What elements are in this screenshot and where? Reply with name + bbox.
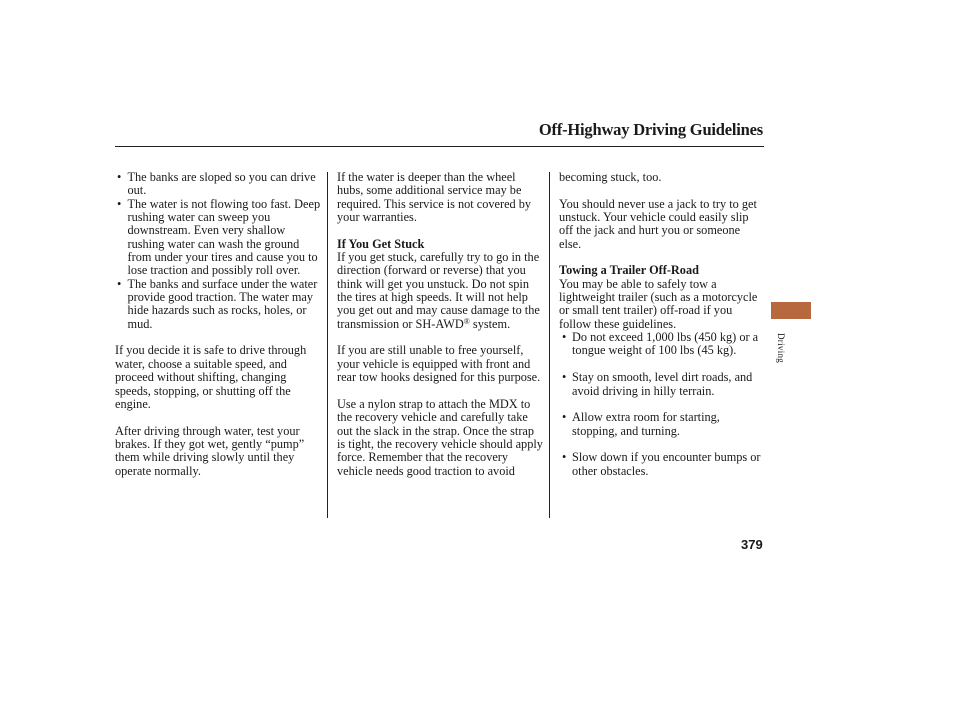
page-number: 379 bbox=[741, 537, 763, 552]
paragraph: You should never use a jack to try to get unstuck. Your vehicle could easily slip off the jack and hurt you or someone else. bbox=[559, 196, 757, 251]
column-1 bbox=[115, 171, 323, 478]
page-title: Off-Highway Driving Guidelines bbox=[538, 120, 763, 139]
list-item: • The banks and surface under the water provide good traction. The water may hide hazards such as rocks, holes, or mud. bbox=[115, 278, 323, 331]
water-crossing-list bbox=[115, 171, 323, 331]
list-item: • Do not exceed 1,000 lbs (450 kg) or a tongue weight of 100 lbs (45 kg). bbox=[559, 331, 764, 358]
list-item: • The water is not flowing too fast. Deep rushing water can sweep you downstream. Even very shallow rushing water can wash the ground from under your tires and cause you to lose traction and possibly roll over. bbox=[115, 198, 323, 278]
list-item: • Stay on smooth, level dirt roads, and avoid driving in hilly terrain. bbox=[559, 371, 764, 398]
paragraph: If the water is deeper than the wheel hubs, some additional service may be required. This service is not covered by your warranties. bbox=[337, 170, 532, 225]
paragraph bbox=[337, 251, 544, 331]
column-divider-1 bbox=[327, 172, 328, 518]
column-divider-2 bbox=[549, 172, 550, 518]
paragraph: If you decide it is safe to drive through water, choose a suitable speed, and proceed without shifting, changing speeds, stopping, or shutting off the engine. bbox=[115, 343, 307, 411]
paragraph: If you are still unable to free yourself, your vehicle is equipped with front and rear tow hooks designed for this purpose. bbox=[337, 343, 541, 385]
list-item: • Allow extra room for starting, stopping, and turning. bbox=[559, 411, 764, 438]
registered-mark: ® bbox=[463, 316, 470, 326]
paragraph: You may be able to safely tow a lightweight trailer (such as a motorcycle or small tent trailer) off-road if you follow these guidelines. bbox=[559, 276, 758, 331]
column-3 bbox=[559, 171, 764, 478]
title-rule bbox=[115, 146, 764, 147]
section-tab bbox=[771, 302, 811, 319]
section-heading: If You Get Stuck bbox=[337, 236, 425, 251]
paragraph: Use a nylon strap to attach the MDX to the recovery vehicle and carefully take out the slack in the strap. Once the strap is tight, the recovery vehicle should apply force. Remember that the recovery vehicle needs good traction to avoid bbox=[337, 396, 543, 478]
section-heading: Towing a Trailer Off-Road bbox=[559, 263, 699, 278]
paragraph-text: If you get stuck, carefully try to go in the direction (forward or reverse) that you think will get you unstuck. Do not spin the tires at high speeds. It will not help you get out and may cause damage to the transmission or SH-AWD bbox=[337, 250, 540, 331]
paragraph-text-end: system. bbox=[469, 316, 511, 331]
column-2 bbox=[337, 171, 544, 478]
list-item: • The banks are sloped so you can drive out. bbox=[115, 171, 323, 198]
towing-list bbox=[559, 331, 764, 478]
list-item: • Slow down if you encounter bumps or other obstacles. bbox=[559, 451, 764, 478]
section-label: Driving bbox=[776, 333, 786, 364]
paragraph: After driving through water, test your brakes. If they got wet, gently “pump” them while driving slowly until they operate normally. bbox=[115, 423, 305, 478]
paragraph: becoming stuck, too. bbox=[559, 170, 662, 184]
